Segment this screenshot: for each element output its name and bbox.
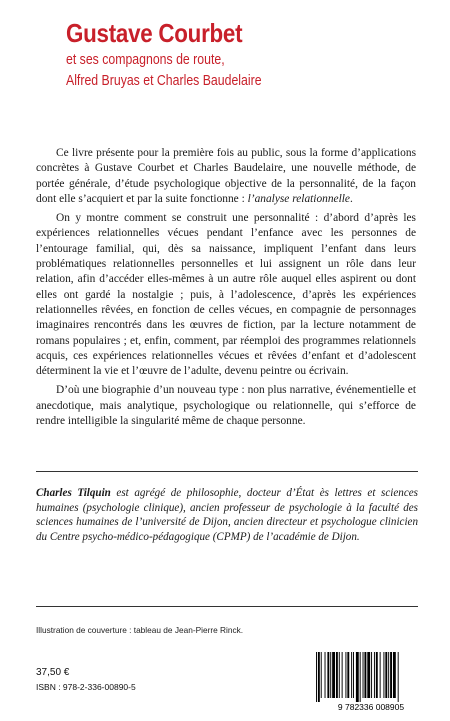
barcode-bar: [376, 652, 378, 698]
barcode-bar: [325, 652, 326, 698]
barcode: [312, 650, 430, 712]
divider-bottom: [36, 606, 418, 607]
book-title: Gustave Courbet: [66, 18, 243, 48]
barcode-bar: [332, 652, 335, 698]
barcode-bar: [347, 652, 349, 698]
barcode-bar: [385, 652, 387, 698]
illustration-credit: Illustration de couverture : tableau de Jean-Pierre Rinck.: [36, 625, 244, 635]
barcode-digits: 9 782336 008905: [337, 702, 405, 712]
barcode-bar: [342, 652, 343, 698]
barcode-bar: [339, 652, 340, 698]
barcode-bar: [367, 652, 370, 698]
barcode-bar: [336, 652, 338, 698]
barcode-bar: [364, 652, 366, 698]
barcode-bar: [398, 652, 399, 702]
barcode-bar: [360, 652, 361, 702]
back-cover-blurb: [36, 146, 416, 429]
subtitle-line-1: et ses compagnons de route,: [66, 51, 225, 68]
barcode-bar: [383, 652, 384, 698]
barcode-bar: [390, 652, 392, 698]
barcode-bar: [345, 652, 346, 698]
barcode-bar: [316, 652, 317, 702]
barcode-bars: [316, 652, 399, 702]
paragraph-method: On y montre comment se construit une personnalité : d’abord d’après les expériences relationnelles vécues pendant l’enfance avec les personnes de l’entourage familial, qui, dès sa naissance, impliquent l’enfant dans leurs problématiques relationnelles personnelles et lui assignent un rôle dans leur relation, afin d’accéder elles-mêmes à un autre rôle auquel elles aspirent ou dont elles ont gardé la nostalgie ; puis, à l’adolescence, d’après les expériences relationnelles rêvées, en fonction de celles vécues, en compagnie de personnages imaginaires rencontrés dans les œuvres de fiction, par la lecture notamment de romans populaires ; et, enfin, comment, par réemploi des programmes relationnels acquis, ces expériences relationnelles vécues et rêvées d’enfant et d’adolescent déterminent la vie et l’œuvre de l’adulte, devenu peintre ou écrivain.: [36, 212, 416, 378]
isbn: ISBN : 978-2-336-00890-5: [36, 682, 136, 692]
barcode-bar: [356, 652, 359, 702]
barcode-bar: [393, 652, 396, 698]
paragraph-intro: Ce livre présente pour la première fois au public, sous la forme d’applications concrètes à Gustave Courbet et Charles Baudelaire, une nouvelle méthode, de portée générale, d’étude psychologique objective de la personnalité, de la façon dont elle s’acquiert et par la suite fonctionne : l’analyse relationnelle.: [36, 147, 416, 205]
barcode-bar: [371, 652, 372, 698]
barcode-bar: [363, 652, 364, 698]
barcode-bar: [321, 652, 322, 698]
barcode-bar: [353, 652, 354, 698]
author-bio: [36, 486, 418, 544]
barcode-bar: [351, 652, 352, 698]
barcode-bar: [318, 652, 320, 702]
emphasis-analyse-relationnelle: l’analyse relationnelle: [247, 192, 350, 205]
paragraph-biography: D’où une biographie d’un nouveau type : non plus narrative, événementielle et anecdotique, mais analytique, psychologique ou relationnelle, qui s’efforce de rendre intelligible la singularité même de chaque personne.: [36, 384, 416, 428]
divider-top: [36, 471, 418, 472]
barcode-bar: [380, 652, 381, 698]
barcode-bar: [330, 652, 331, 698]
barcode-bar: [388, 652, 389, 698]
author-bio-text: est agrégé de philosophie, docteur d’État ès lettres et sciences humaines (psychologie clinique), ancien professeur de psychologie à la faculté des sciences humaines de l’université de Dijon, ancien directeur et psychologue clinicien du Centre psycho-médico-pédagogique (CPMP) de l’académie de Dijon.: [36, 487, 418, 543]
barcode-bar: [327, 652, 329, 698]
barcode-bar: [374, 652, 375, 698]
subtitle-line-2: Alfred Bruyas et Charles Baudelaire: [66, 72, 262, 89]
author-name: Charles Tilquin: [36, 487, 111, 499]
price: 37,50 €: [36, 667, 70, 678]
title-block: [66, 18, 426, 90]
